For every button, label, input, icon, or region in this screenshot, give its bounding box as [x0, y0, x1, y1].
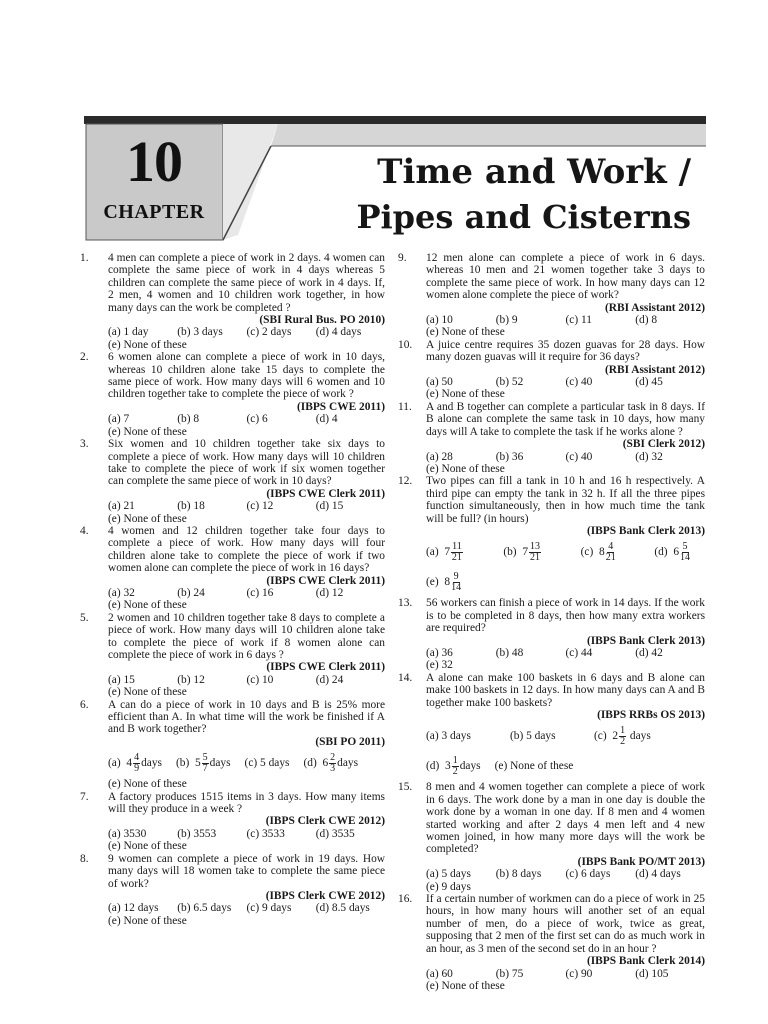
- whole-number: 3: [445, 760, 451, 773]
- numerator: 4: [134, 751, 140, 763]
- option-b: (b) 3553: [177, 827, 217, 840]
- option-label: (d): [654, 546, 668, 559]
- option-b: (b) 6.5 days: [177, 902, 232, 915]
- option-b: (b) 3 days: [177, 326, 223, 339]
- options: [108, 413, 385, 425]
- option-b: (b) 8: [177, 413, 200, 426]
- option-a: (a) 5 days: [426, 868, 471, 881]
- option-c: (c) 40: [565, 450, 593, 463]
- question-number: 1.: [80, 252, 89, 264]
- fraction: [619, 726, 626, 747]
- option-c: (c) 2 days: [246, 326, 292, 339]
- question-text: 6 women alone can complete a piece of work in 10 days, whereas 10 children alone take 15 days to complete the same piece of work. How many days will 6 women and 10 children together take to complete the piece of work ?: [108, 351, 385, 401]
- option-e: (e) None of these: [426, 388, 505, 401]
- option-a: (a) 50: [426, 376, 453, 389]
- question-5: [80, 612, 385, 699]
- question-text: A alone can make 100 baskets in 6 days and B alone can make 100 baskets in 12 days. In how many days can A and B together make 100 baskets?: [426, 671, 705, 709]
- question-number: 6.: [80, 698, 89, 711]
- option-b: (b) 75: [495, 967, 524, 980]
- question-11: [398, 401, 705, 475]
- question-source: (RBI Assistant 2012): [605, 301, 705, 314]
- option-b: (b) 5 days: [510, 730, 556, 743]
- fraction: [606, 542, 616, 563]
- option-b: [176, 753, 231, 774]
- fraction: [329, 753, 336, 774]
- option-c: (c) 5 days: [244, 757, 290, 770]
- option-d: [303, 753, 358, 774]
- numerator: 13: [530, 540, 541, 552]
- question-source: (IBPS CWE Clerk 2011): [266, 487, 385, 500]
- question-source: (SBI Clerk 2012): [622, 438, 705, 451]
- option-d: (d) 3535: [315, 827, 355, 840]
- option-label: (d): [426, 760, 440, 773]
- question-text: If a certain number of workmen can do a piece of work in 25 hours, in how many hours will another set of an equal number of men, do a piece of work, twice as great, supposing that 2 men of the first set can do as much work in an hour, as 3 men of the second set do in an hour ?: [426, 893, 705, 955]
- denominator: 14: [680, 551, 691, 563]
- option-b: (b) 8 days: [495, 868, 542, 881]
- options: [108, 326, 385, 338]
- option-d: (d) 4: [315, 413, 338, 426]
- unit: days: [209, 757, 231, 770]
- option-e: (e) None of these: [426, 462, 505, 475]
- whole-number: 5: [194, 757, 201, 770]
- option-label: (a): [108, 757, 121, 770]
- denominator: 7: [202, 762, 208, 774]
- option-b: (b) 9: [495, 314, 518, 327]
- unit: days: [459, 760, 481, 773]
- option-d: (d) 42: [635, 646, 663, 659]
- question-source: (SBI Rural Bus. PO 2010): [259, 314, 385, 327]
- option-d: (d) 15: [315, 500, 344, 513]
- question-13: [398, 597, 705, 671]
- option-d: (d) 24: [315, 673, 344, 686]
- option-e: (e) None of these: [108, 914, 187, 927]
- chapter-header: [0, 0, 768, 250]
- numerator: 9: [453, 570, 459, 582]
- options-row-2: [426, 567, 705, 597]
- option-c: (c) 9 days: [246, 902, 292, 915]
- question-source: (IBPS Bank Clerk 2013): [586, 524, 705, 537]
- options: [426, 647, 705, 659]
- question-source: (SBI PO 2011): [315, 735, 385, 748]
- option-label: (b): [175, 757, 190, 770]
- question-3: [80, 438, 385, 525]
- whole-number: 2: [612, 730, 619, 743]
- right-column: [398, 252, 705, 992]
- option-e: (e) None of these: [108, 338, 187, 351]
- whole-number: 4: [126, 757, 133, 770]
- numerator: 4: [608, 540, 614, 552]
- denominator: 21: [530, 551, 541, 563]
- option-a: (a) 3530: [108, 827, 147, 840]
- option-c: [581, 542, 641, 563]
- question-source: (IBPS CWE 2011): [297, 400, 385, 413]
- question-number: 3.: [80, 438, 89, 451]
- option-a: (a) 21: [108, 500, 135, 513]
- question-number: 2.: [80, 351, 89, 364]
- options: [108, 500, 385, 512]
- question-source: (IBPS Clerk CWE 2012): [265, 889, 385, 902]
- options: [108, 587, 385, 599]
- question-text: Six women and 10 children together take six days to complete a piece of work. How many days will 10 children take to complete the piece of work if six women together can complete the same piece of work in 10 days?: [108, 438, 385, 488]
- option-a: (a) 1 day: [108, 326, 149, 339]
- chapter-number: 10: [126, 129, 182, 194]
- option-d: (d) 45: [635, 376, 663, 389]
- chapter-label: CHAPTER: [103, 201, 205, 223]
- option-e: (e) None of these: [108, 840, 187, 853]
- whole-number: 8: [598, 546, 605, 559]
- option-e: (e) 9 days: [426, 880, 471, 893]
- option-b: (b) 48: [495, 646, 524, 659]
- question-text: A factory produces 1515 items in 3 days. How many items will they produce in a week ?: [108, 790, 385, 816]
- question-number: 10.: [398, 338, 413, 351]
- option-d: (d) 4 days: [635, 868, 681, 881]
- question-source: (IBPS Bank PO/MT 2013): [577, 855, 705, 868]
- option-c: (c) 6 days: [565, 868, 611, 881]
- numerator: 5: [202, 751, 208, 763]
- fraction: [451, 572, 461, 593]
- option-a: (a) 60: [426, 967, 453, 980]
- options: [108, 828, 385, 840]
- unit: days: [141, 757, 162, 770]
- option-d: [654, 542, 691, 563]
- fraction: [529, 542, 541, 563]
- numerator: 2: [330, 751, 336, 763]
- question-source: (IBPS RRBs OS 2013): [597, 709, 705, 721]
- option-c: (c) 40: [565, 376, 593, 389]
- denominator: 3: [330, 762, 336, 774]
- left-column: [80, 252, 385, 927]
- denominator: 14: [451, 581, 462, 593]
- denominator: 2: [620, 735, 626, 747]
- whole-number: 8: [444, 576, 451, 589]
- options: [426, 314, 705, 326]
- option-b: [503, 542, 566, 563]
- question-14: [398, 672, 705, 782]
- fraction: [452, 756, 459, 777]
- option-d: (d) 105: [635, 967, 669, 980]
- question-6: [80, 699, 385, 791]
- chapter-title-line1: Time and Work /: [377, 152, 691, 192]
- question-number: 16.: [398, 893, 413, 906]
- fraction: [451, 542, 463, 563]
- options: [108, 902, 385, 914]
- option-e: (e) None of these: [108, 425, 187, 438]
- fraction: [680, 542, 690, 563]
- option-a: (a) 7: [108, 413, 130, 426]
- fraction: [202, 753, 209, 774]
- question-text: 8 men and 4 women together can complete a piece of work in 6 days. The work done by a man in one day is double the work done by a woman in one day. If 8 men and 4 women started working and after 2 days 4 men left and 4 new women joined, in how many more days will the work be completed?: [426, 781, 705, 856]
- question-1: [80, 252, 385, 351]
- option-b: (b) 36: [495, 450, 524, 463]
- options: [426, 376, 705, 388]
- question-12: [398, 475, 705, 597]
- option-b: (b) 52: [495, 376, 524, 389]
- option-a: [426, 542, 489, 563]
- numerator: 11: [452, 540, 462, 552]
- numerator: 1: [452, 754, 458, 766]
- question-text: 4 women and 12 children together take four days to complete a piece of work. How many days will four children alone take to complete the piece of work if two women alone can complete the piece of work in 16 days?: [108, 524, 385, 575]
- option-b: (b) 24: [177, 586, 205, 599]
- options: [426, 968, 705, 980]
- question-text: A and B together can complete a particular task in 8 days. If B alone can complete the same task in 10 days, how many days will A take to complete the task if he works alone ?: [426, 400, 705, 438]
- denominator: 2: [452, 765, 458, 777]
- question-text: A juice centre requires 35 dozen guavas for 28 days. How many dozen guavas will it require for 36 days?: [426, 338, 705, 364]
- question-number: 8.: [80, 852, 89, 865]
- question-number: 7.: [80, 790, 89, 803]
- denominator: 9: [134, 762, 140, 774]
- option-e: (e) None of these: [108, 686, 187, 699]
- option-label: (d): [303, 757, 317, 770]
- options: [426, 537, 705, 567]
- question-number: 4.: [80, 524, 89, 537]
- option-a: (a) 3 days: [426, 730, 471, 743]
- option-d: [426, 756, 481, 777]
- option-a: [108, 753, 162, 774]
- option-label: (c): [594, 730, 607, 743]
- option-d: (d) 32: [635, 450, 663, 463]
- question-10: [398, 339, 705, 401]
- option-c: (c) 3533: [246, 827, 285, 840]
- question-4: [80, 525, 385, 612]
- unit: days: [337, 757, 359, 770]
- question-8: [80, 853, 385, 927]
- option-e: (e) 32: [426, 659, 453, 672]
- question-text: 56 workers can finish a piece of work in 14 days. If the work is to be completed in 8 days, then how many extra workers are required?: [426, 597, 705, 635]
- option-e: [426, 572, 462, 593]
- options: [108, 674, 385, 686]
- option-label: (c): [580, 546, 594, 559]
- denominator: 21: [605, 551, 616, 563]
- question-text: 9 women can complete a piece of work in 19 days. How many days will 18 women take to complete the same piece of work?: [108, 852, 385, 890]
- option-e: (e) None of these: [426, 326, 505, 339]
- question-source: (IBPS Bank Clerk 2014): [586, 955, 705, 968]
- option-d: (d) 8: [635, 314, 658, 327]
- whole-number: 6: [673, 546, 680, 559]
- option-c: (c) 44: [565, 646, 593, 659]
- option-c: (c) 12: [246, 500, 274, 513]
- question-text: Two pipes can fill a tank in 10 h and 16 h respectively. A third pipe can empty the tank in 32 h. If all the three pipes function simultaneously, then in how much time the tank will be full? (in hours): [426, 475, 705, 525]
- question-source: (IBPS Clerk CWE 2012): [265, 815, 385, 828]
- option-a: (a) 36: [426, 646, 453, 659]
- unit: days: [629, 730, 651, 743]
- question-source: (IBPS CWE Clerk 2011): [266, 574, 385, 587]
- question-15: [398, 781, 705, 893]
- numerator: 5: [682, 540, 688, 552]
- option-b: (b) 12: [177, 673, 205, 686]
- question-text: 12 men alone can complete a piece of work in 6 days. whereas 10 men and 21 women together take 3 days to complete the same piece of work. In how many days can 12 women alone complete the piece of work?: [426, 252, 705, 302]
- question-16: [398, 893, 705, 992]
- question-9: [398, 252, 705, 339]
- whole-number: 6: [322, 757, 329, 770]
- option-d: (d) 12: [315, 586, 344, 599]
- option-a: (a) 15: [108, 673, 135, 686]
- option-c: (c) 6: [246, 413, 268, 426]
- numerator: 1: [620, 724, 626, 736]
- option-e: (e) None of these: [108, 512, 187, 525]
- option-a: (a) 12 days: [108, 902, 159, 915]
- option-c: (c) 10: [246, 673, 274, 686]
- denominator: 21: [451, 551, 462, 563]
- whole-number: 7: [522, 546, 529, 559]
- options: [108, 748, 385, 778]
- question-number: 14.: [398, 671, 413, 684]
- question-2: [80, 351, 385, 438]
- option-label: (a): [426, 546, 439, 559]
- option-e: (e) None of these: [108, 778, 187, 791]
- options-row-2: [426, 751, 705, 781]
- option-c: (c) 90: [565, 967, 593, 980]
- question-number: 11.: [398, 400, 412, 413]
- option-d: (d) 4 days: [315, 326, 362, 339]
- option-e: (e) None of these: [494, 760, 574, 773]
- chapter-title-line2: Pipes and Cisterns: [356, 198, 691, 236]
- question-7: [80, 791, 385, 853]
- question-text: 4 men can complete a piece of work in 2 days. 4 women can complete the same piece of work in 4 days whereas 5 children can complete the same piece of work in 4 days. If, 2 men, 4 women and 10 children work together, in how many days can the work be completed ?: [108, 252, 385, 314]
- options: [426, 868, 705, 880]
- option-e: (e) None of these: [108, 599, 187, 612]
- option-c: (c) 16: [246, 586, 274, 599]
- option-label: (b): [503, 546, 517, 559]
- option-label: (e): [426, 576, 439, 589]
- question-number: 13.: [398, 597, 413, 610]
- question-text: A can do a piece of work in 10 days and B is 25% more efficient than A. In what time will the work be finished if A and B work together?: [108, 698, 385, 736]
- question-number: 9.: [398, 252, 407, 264]
- question-number: 12.: [398, 475, 413, 488]
- option-c: [594, 726, 651, 747]
- whole-number: 7: [444, 546, 451, 559]
- question-source: (IBPS Bank Clerk 2013): [586, 634, 705, 647]
- question-text: 2 women and 10 children together take 8 days to complete a piece of work. How many days will 10 children alone take to complete the piece of work if 8 women alone can complete the piece of work in 6 days ?: [108, 611, 385, 661]
- option-b: (b) 18: [177, 500, 205, 513]
- question-number: 15.: [398, 781, 413, 794]
- option-d: (d) 8.5 days: [315, 902, 370, 915]
- options: [426, 451, 705, 463]
- options: [426, 721, 705, 751]
- option-c: (c) 11: [565, 314, 592, 327]
- question-source: (IBPS CWE Clerk 2011): [266, 661, 385, 674]
- option-a: (a) 32: [108, 586, 135, 599]
- option-a: (a) 10: [426, 314, 453, 327]
- option-a: (a) 28: [426, 450, 453, 463]
- question-source: (RBI Assistant 2012): [605, 363, 705, 376]
- fraction: [133, 753, 140, 774]
- question-number: 5.: [80, 611, 89, 624]
- option-e: (e) None of these: [426, 979, 505, 992]
